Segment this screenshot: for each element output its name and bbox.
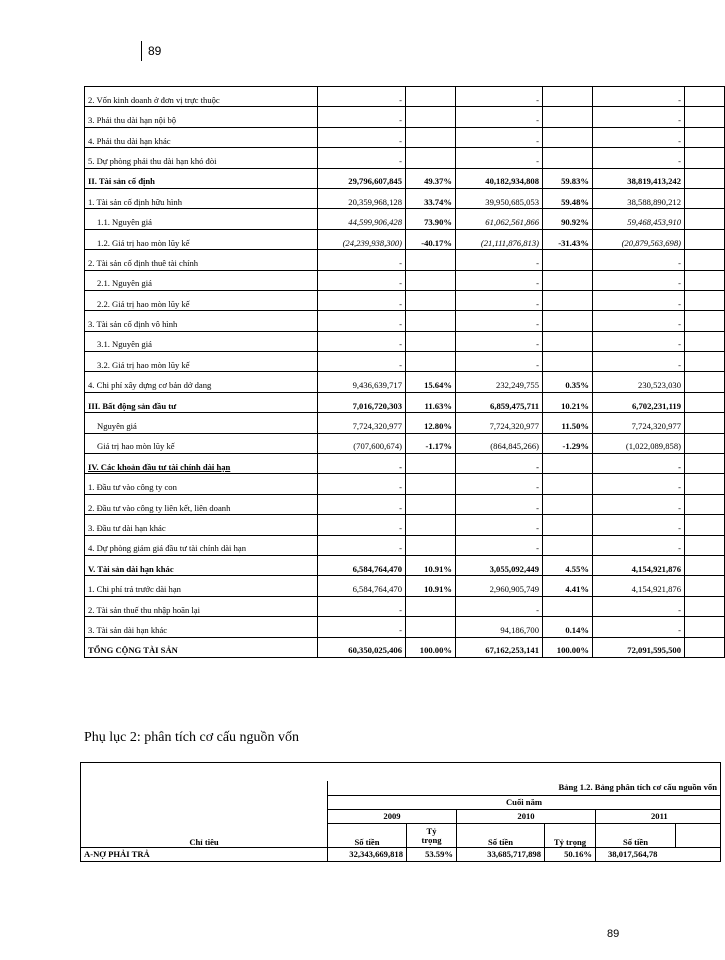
amount-cell: 3,055,092,449 — [456, 555, 543, 575]
amount-cell: - — [456, 535, 543, 555]
amount-cell: - — [593, 290, 685, 310]
ratio-cell: 4.41% — [543, 576, 593, 596]
amount-cell: - — [318, 127, 406, 147]
amount-cell: 40,182,934,808 — [456, 168, 543, 188]
ratio-cell: 100.00% — [406, 637, 456, 657]
table-row — [85, 413, 725, 433]
row-header: Chỉ tiêu — [81, 824, 328, 848]
ratio-cell — [543, 290, 593, 310]
row-label: 4. Chi phí xây dựng cơ bản dở dang — [85, 372, 318, 392]
amount-cell: 38,588,890,212 — [593, 188, 685, 208]
amount-cell: - — [456, 311, 543, 331]
row-label: 2. Tài sản cố định thuê tài chính — [85, 250, 318, 270]
amount-cell: 72,091,595,500 — [593, 637, 685, 657]
amount-cell: - — [593, 454, 685, 474]
ratio-cell: -31.43% — [543, 229, 593, 249]
ratio-cell: 10.91% — [406, 555, 456, 575]
row-label: 1.1. Nguyên giá — [85, 209, 318, 229]
row-label: 2.1. Nguyên giá — [85, 270, 318, 290]
ratio-cell — [406, 494, 456, 514]
amount-cell: - — [593, 352, 685, 372]
table-row — [85, 270, 725, 290]
amount-cell: - — [593, 474, 685, 494]
amount-cell: - — [318, 535, 406, 555]
amount-cell: - — [593, 250, 685, 270]
row-label: 3. Phải thu dài hạn nội bộ — [85, 107, 318, 127]
table-row — [85, 127, 725, 147]
ratio-cell: -1.17% — [406, 433, 456, 453]
row-label: 2. Vốn kinh doanh ở đơn vị trực thuộc — [85, 87, 318, 107]
ratio-cell — [543, 474, 593, 494]
amount-cell: - — [593, 331, 685, 351]
amount-cell: 94,186,700 — [456, 617, 543, 637]
amount-cell: - — [456, 270, 543, 290]
amount-cell: 2,960,905,749 — [456, 576, 543, 596]
amount-cell: (707,600,674) — [318, 433, 406, 453]
amount-cell: - — [318, 250, 406, 270]
ratio-cell — [543, 596, 593, 616]
ratio-cell: 11.50% — [543, 413, 593, 433]
ratio-cell: 73.90% — [406, 209, 456, 229]
ratio-cell — [406, 311, 456, 331]
ratio-cell — [406, 148, 456, 168]
amount-cell: - — [456, 454, 543, 474]
value-2011: 38,017,564,78 — [596, 848, 721, 862]
amount-cell: - — [318, 87, 406, 107]
col-ratio-2010: Tỷ trọng — [545, 824, 596, 848]
amount-cell: - — [456, 87, 543, 107]
table-row — [85, 454, 725, 474]
table-row — [85, 352, 725, 372]
row-label: V. Tài sản dài hạn khác — [85, 555, 318, 575]
amount-cell: 232,249,755 — [456, 372, 543, 392]
ratio-cell — [406, 250, 456, 270]
row-label: II. Tài sản cố định — [85, 168, 318, 188]
amount-cell: - — [318, 515, 406, 535]
table-row — [85, 87, 725, 107]
table-row — [85, 494, 725, 514]
amount-cell: - — [593, 494, 685, 514]
amount-cell: - — [593, 515, 685, 535]
ratio-cell — [406, 535, 456, 555]
ratio-cell — [543, 270, 593, 290]
row-label: A-NỢ PHẢI TRẢ — [81, 848, 328, 862]
amount-cell: - — [456, 352, 543, 372]
amount-cell: (1,022,089,858) — [593, 433, 685, 453]
period-header: Cuối năm — [328, 796, 721, 810]
table-caption: Bảng 1.2. Bảng phân tích cơ cấu nguồn vốn — [328, 781, 721, 796]
ratio-cell: 0.35% — [543, 372, 593, 392]
ratio-cell — [543, 311, 593, 331]
amount-cell: 230,523,030 — [593, 372, 685, 392]
amount-cell: 39,950,685,053 — [456, 188, 543, 208]
amount-cell: 44,599,906,428 — [318, 209, 406, 229]
value-2009: 32,343,669,818 — [328, 848, 407, 862]
row-label: 3.1. Nguyên giá — [85, 331, 318, 351]
amount-cell: - — [318, 352, 406, 372]
row-label: 4. Dự phòng giảm giá đầu tư tài chính dài hạn — [85, 535, 318, 555]
col-amount-2011: Số tiền — [596, 824, 676, 848]
amount-cell: (24,239,938,300) — [318, 229, 406, 249]
table-row — [85, 290, 725, 310]
amount-cell: 20,359,968,128 — [318, 188, 406, 208]
row-label: 1. Tài sản cố định hữu hình — [85, 188, 318, 208]
table-row — [85, 596, 725, 616]
ratio-cell: 10.91% — [406, 576, 456, 596]
year-2011: 2011 — [596, 810, 721, 824]
ratio-cell — [543, 127, 593, 147]
table-row — [85, 535, 725, 555]
amount-cell: (21,111,876,813) — [456, 229, 543, 249]
amount-cell: - — [456, 290, 543, 310]
ratio-cell: 0.14% — [543, 617, 593, 637]
ratio-cell — [406, 474, 456, 494]
ratio-cell: 33.74% — [406, 188, 456, 208]
ratio-cell — [406, 596, 456, 616]
row-label: 3. Đầu tư dài hạn khác — [85, 515, 318, 535]
table-row — [85, 576, 725, 596]
amount-cell: - — [593, 107, 685, 127]
year-2009: 2009 — [328, 810, 457, 824]
amount-cell: - — [318, 474, 406, 494]
row-label: 2. Tài sản thuế thu nhập hoãn lại — [85, 596, 318, 616]
table-row — [85, 188, 725, 208]
appendix-title: Phụ lục 2: phân tích cơ cấu nguồn vốn — [84, 730, 300, 745]
table-row — [85, 250, 725, 270]
amount-cell: - — [456, 127, 543, 147]
amount-cell: 6,584,764,470 — [318, 555, 406, 575]
amount-cell: (864,845,266) — [456, 433, 543, 453]
col-amount-2009: Số tiền — [328, 824, 407, 848]
amount-cell: 38,819,413,242 — [593, 168, 685, 188]
amount-cell: - — [593, 148, 685, 168]
amount-cell: 9,436,639,717 — [318, 372, 406, 392]
amount-cell: - — [456, 148, 543, 168]
row-label: 3.2. Giá trị hao mòn lũy kế — [85, 352, 318, 372]
capital-structure-table — [80, 762, 721, 862]
amount-cell: - — [318, 454, 406, 474]
table-row — [85, 617, 725, 637]
amount-cell: - — [318, 617, 406, 637]
ratio-cell — [406, 515, 456, 535]
ratio-cell — [406, 290, 456, 310]
amount-cell: - — [456, 250, 543, 270]
table-row — [85, 107, 725, 127]
row-label: Nguyên giá — [85, 413, 318, 433]
row-label: 2.2. Giá trị hao mòn lũy kế — [85, 290, 318, 310]
table-row — [85, 372, 725, 392]
ratio-2010: 50.16% — [545, 848, 596, 862]
ratio-cell — [543, 515, 593, 535]
amount-cell: - — [456, 331, 543, 351]
amount-cell: - — [318, 311, 406, 331]
amount-cell: - — [318, 331, 406, 351]
ratio-cell: 12.80% — [406, 413, 456, 433]
header-page-number: 89 — [141, 41, 161, 61]
amount-cell: - — [593, 311, 685, 331]
amount-cell: - — [593, 270, 685, 290]
ratio-cell — [543, 454, 593, 474]
row-label: 1.2. Giá trị hao mòn lũy kế — [85, 229, 318, 249]
amount-cell: 61,062,561,866 — [456, 209, 543, 229]
table-row — [85, 433, 725, 453]
amount-cell: - — [318, 270, 406, 290]
ratio-cell — [406, 107, 456, 127]
ratio-cell — [543, 352, 593, 372]
table-row — [85, 209, 725, 229]
table-row — [85, 168, 725, 188]
ratio-cell — [406, 352, 456, 372]
amount-cell: 6,702,231,119 — [593, 392, 685, 412]
amount-cell: 7,724,320,977 — [456, 413, 543, 433]
amount-cell: - — [593, 535, 685, 555]
amount-cell: - — [318, 107, 406, 127]
amount-cell: - — [318, 494, 406, 514]
table-row — [85, 229, 725, 249]
ratio-cell: 49.37% — [406, 168, 456, 188]
ratio-cell — [406, 331, 456, 351]
amount-cell: - — [456, 494, 543, 514]
ratio-2009: 53.59% — [407, 848, 457, 862]
row-label: 1. Đầu tư vào công ty con — [85, 474, 318, 494]
ratio-cell — [406, 617, 456, 637]
value-2010: 33,685,717,898 — [457, 848, 545, 862]
ratio-cell — [406, 454, 456, 474]
amount-cell: - — [456, 474, 543, 494]
table-row — [85, 311, 725, 331]
ratio-cell — [543, 87, 593, 107]
row-label: TỔNG CỘNG TÀI SẢN — [85, 637, 318, 657]
ratio-cell: -40.17% — [406, 229, 456, 249]
ratio-cell — [543, 535, 593, 555]
year-2010: 2010 — [457, 810, 596, 824]
table-row — [85, 331, 725, 351]
amount-cell: - — [318, 148, 406, 168]
ratio-cell: 59.48% — [543, 188, 593, 208]
row-label: 3. Tài sản dài hạn khác — [85, 617, 318, 637]
row-label: III. Bất động sản đầu tư — [85, 392, 318, 412]
row-label: 2. Đầu tư vào công ty liên kết, liên doanh — [85, 494, 318, 514]
ratio-cell — [543, 148, 593, 168]
amount-cell: 7,724,320,977 — [318, 413, 406, 433]
amount-cell: 60,350,025,406 — [318, 637, 406, 657]
ratio-cell: 90.92% — [543, 209, 593, 229]
amount-cell: 7,016,720,303 — [318, 392, 406, 412]
amount-cell: 6,859,475,711 — [456, 392, 543, 412]
row-label: Giá trị hao mòn lũy kế — [85, 433, 318, 453]
amount-cell: 4,154,921,876 — [593, 576, 685, 596]
amount-cell: 59,468,453,910 — [593, 209, 685, 229]
assets-table — [84, 86, 725, 658]
amount-cell: - — [456, 515, 543, 535]
amount-cell: 4,154,921,876 — [593, 555, 685, 575]
row-label: 3. Tài sản cố định vô hình — [85, 311, 318, 331]
ratio-cell — [543, 107, 593, 127]
amount-cell: - — [593, 127, 685, 147]
amount-cell: - — [593, 596, 685, 616]
col-ratio-2009: Tỷ trọng — [407, 824, 457, 848]
ratio-cell — [543, 250, 593, 270]
row-label: 5. Dự phòng phải thu dài hạn khó đòi — [85, 148, 318, 168]
table-row — [85, 392, 725, 412]
row-label: 1. Chi phí trả trước dài hạn — [85, 576, 318, 596]
table-row — [85, 474, 725, 494]
amount-cell: 7,724,320,977 — [593, 413, 685, 433]
ratio-cell — [543, 331, 593, 351]
col-amount-2010: Số tiền — [457, 824, 545, 848]
row-label: IV. Các khoản đầu tư tài chính dài hạn — [85, 454, 318, 474]
amount-cell: (20,879,563,698) — [593, 229, 685, 249]
table-row — [85, 148, 725, 168]
ratio-cell — [406, 87, 456, 107]
ratio-cell: 10.21% — [543, 392, 593, 412]
amount-cell: - — [456, 107, 543, 127]
ratio-cell: 59.83% — [543, 168, 593, 188]
amount-cell: - — [593, 87, 685, 107]
ratio-cell — [406, 270, 456, 290]
ratio-cell: 100.00% — [543, 637, 593, 657]
amount-cell: 6,584,764,470 — [318, 576, 406, 596]
ratio-cell: 11.63% — [406, 392, 456, 412]
ratio-cell — [406, 127, 456, 147]
amount-cell: - — [593, 617, 685, 637]
amount-cell: - — [456, 596, 543, 616]
amount-cell: - — [318, 596, 406, 616]
ratio-cell: -1.29% — [543, 433, 593, 453]
amount-cell: 29,796,607,845 — [318, 168, 406, 188]
row-label: 4. Phải thu dài hạn khác — [85, 127, 318, 147]
table-row — [85, 637, 725, 657]
table-row — [85, 515, 725, 535]
ratio-cell: 4.55% — [543, 555, 593, 575]
ratio-cell: 15.64% — [406, 372, 456, 392]
table-row — [85, 555, 725, 575]
footer-page-number: 89 — [607, 928, 620, 940]
amount-cell: - — [318, 290, 406, 310]
ratio-cell — [543, 494, 593, 514]
amount-cell: 67,162,253,141 — [456, 637, 543, 657]
